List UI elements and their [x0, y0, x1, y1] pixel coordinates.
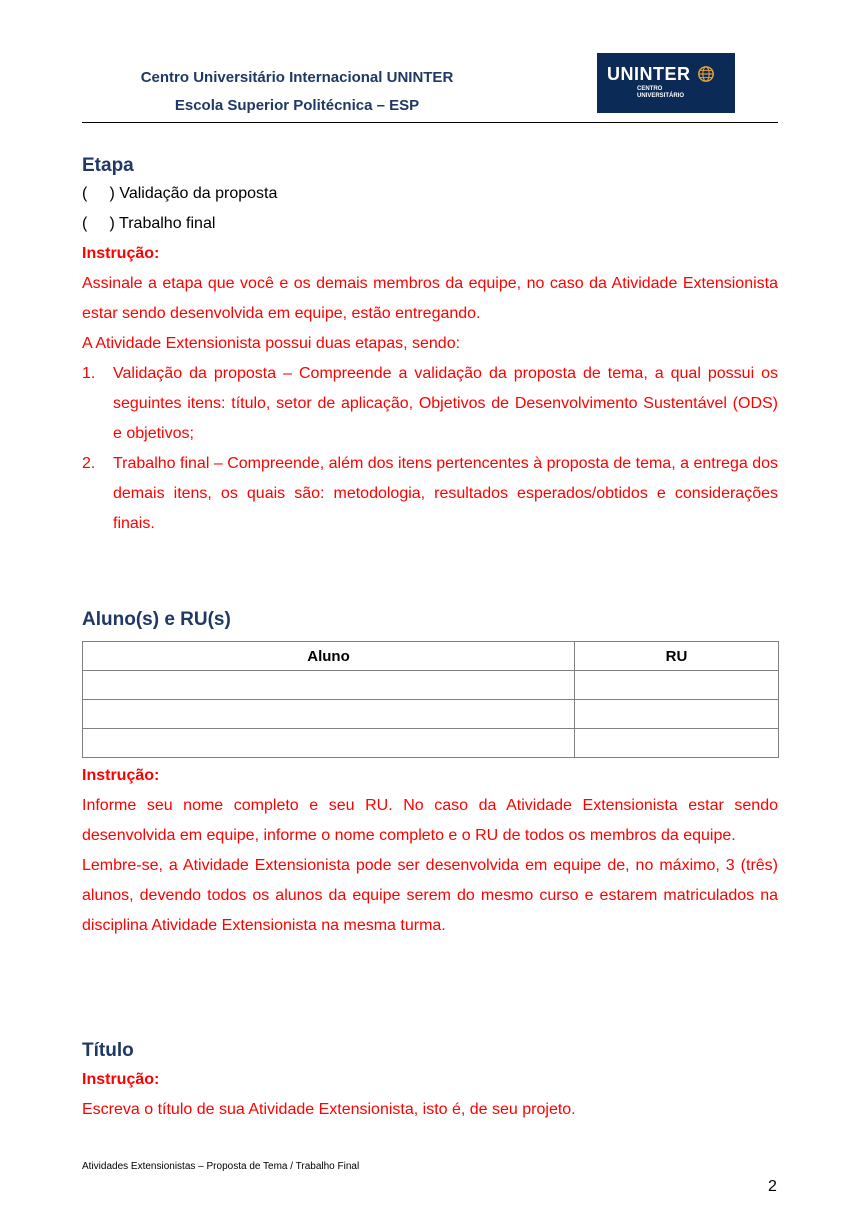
- alunos-instruction-text: Informe seu nome completo e seu RU. No caso da Atividade Extensionista estar sendo desenvolvida em equipe, informe o nome completo e o RU de todos os membros da equipe.: [82, 797, 778, 844]
- etapa-section: [82, 153, 778, 539]
- institution-name: Centro Universitário Internacional UNINTER: [140, 69, 454, 86]
- students-table: [82, 641, 779, 758]
- column-header-ru: RU: [575, 642, 779, 671]
- alunos-section: [82, 606, 778, 941]
- page-footer: Atividades Extensionistas – Proposta de Tema / Trabalho Final: [82, 1161, 360, 1172]
- list-number: 2.: [82, 455, 96, 472]
- alunos-instruction-label: Instrução:: [82, 767, 160, 784]
- institution-header: [82, 64, 512, 120]
- titulo-section: [82, 1037, 778, 1125]
- ru-cell[interactable]: [575, 671, 779, 700]
- logo-subtitle: [637, 86, 684, 100]
- table-row: [83, 671, 779, 700]
- column-header-aluno: Aluno: [83, 642, 575, 671]
- uninter-logo: [597, 53, 735, 113]
- ru-cell[interactable]: [575, 729, 779, 758]
- etapa-instruction-text: Assinale a etapa que você e os demais membros da equipe, no caso da Atividade Extensionista estar sendo desenvolvida em equipe, estão entregando.: [82, 275, 778, 322]
- aluno-cell[interactable]: [83, 729, 575, 758]
- aluno-cell[interactable]: [83, 671, 575, 700]
- page-number: 2: [768, 1178, 777, 1195]
- list-item: [82, 359, 778, 449]
- titulo-heading: Título: [82, 1040, 134, 1061]
- table-header-row: [83, 642, 779, 671]
- titulo-instruction-label: Instrução:: [82, 1071, 160, 1088]
- list-number: 1.: [82, 365, 96, 382]
- alunos-heading: Aluno(s) e RU(s): [82, 609, 231, 630]
- etapa-steps-list: [82, 359, 778, 539]
- etapa-option-trabalho: ( ) Trabalho final: [82, 215, 216, 232]
- ru-cell[interactable]: [575, 700, 779, 729]
- list-text: Validação da proposta – Compreende a validação da proposta de tema, a qual possui os seguintes itens: título, setor de aplicação, Objetivos de Desenvolvimento Sustentável (ODS) e objetivos;: [113, 365, 778, 442]
- etapa-intro: A Atividade Extensionista possui duas etapas, sendo:: [82, 335, 461, 352]
- logo-brand: UNINTER: [607, 64, 691, 84]
- logo-sub-line2: UNIVERSITÁRIO: [637, 93, 685, 99]
- logo-sub-line1: CENTRO: [637, 86, 663, 92]
- aluno-cell[interactable]: [83, 700, 575, 729]
- etapa-heading: Etapa: [82, 155, 134, 176]
- table-row: [83, 700, 779, 729]
- list-text: Trabalho final – Compreende, além dos itens pertencentes à proposta de tema, a entrega dos demais itens, os quais são: metodologia, resultados esperados/obtidos e considerações finais.: [113, 455, 778, 532]
- header-divider: [82, 122, 778, 123]
- etapa-instruction-label: Instrução:: [82, 245, 160, 262]
- alunos-reminder-text: Lembre-se, a Atividade Extensionista pode ser desenvolvida em equipe de, no máximo, 3 (três) alunos, devendo todos os alunos da equipe serem do mesmo curso e estarem matriculados na disciplina Atividade Extensionista na mesma turma.: [82, 857, 778, 934]
- globe-icon: [697, 65, 715, 83]
- school-name: Escola Superior Politécnica – ESP: [174, 97, 420, 114]
- list-item: [82, 449, 778, 539]
- etapa-option-validacao: ( ) Validação da proposta: [82, 185, 278, 202]
- titulo-instruction-text: Escreva o título de sua Atividade Extensionista, isto é, de seu projeto.: [82, 1101, 576, 1118]
- table-row: [83, 729, 779, 758]
